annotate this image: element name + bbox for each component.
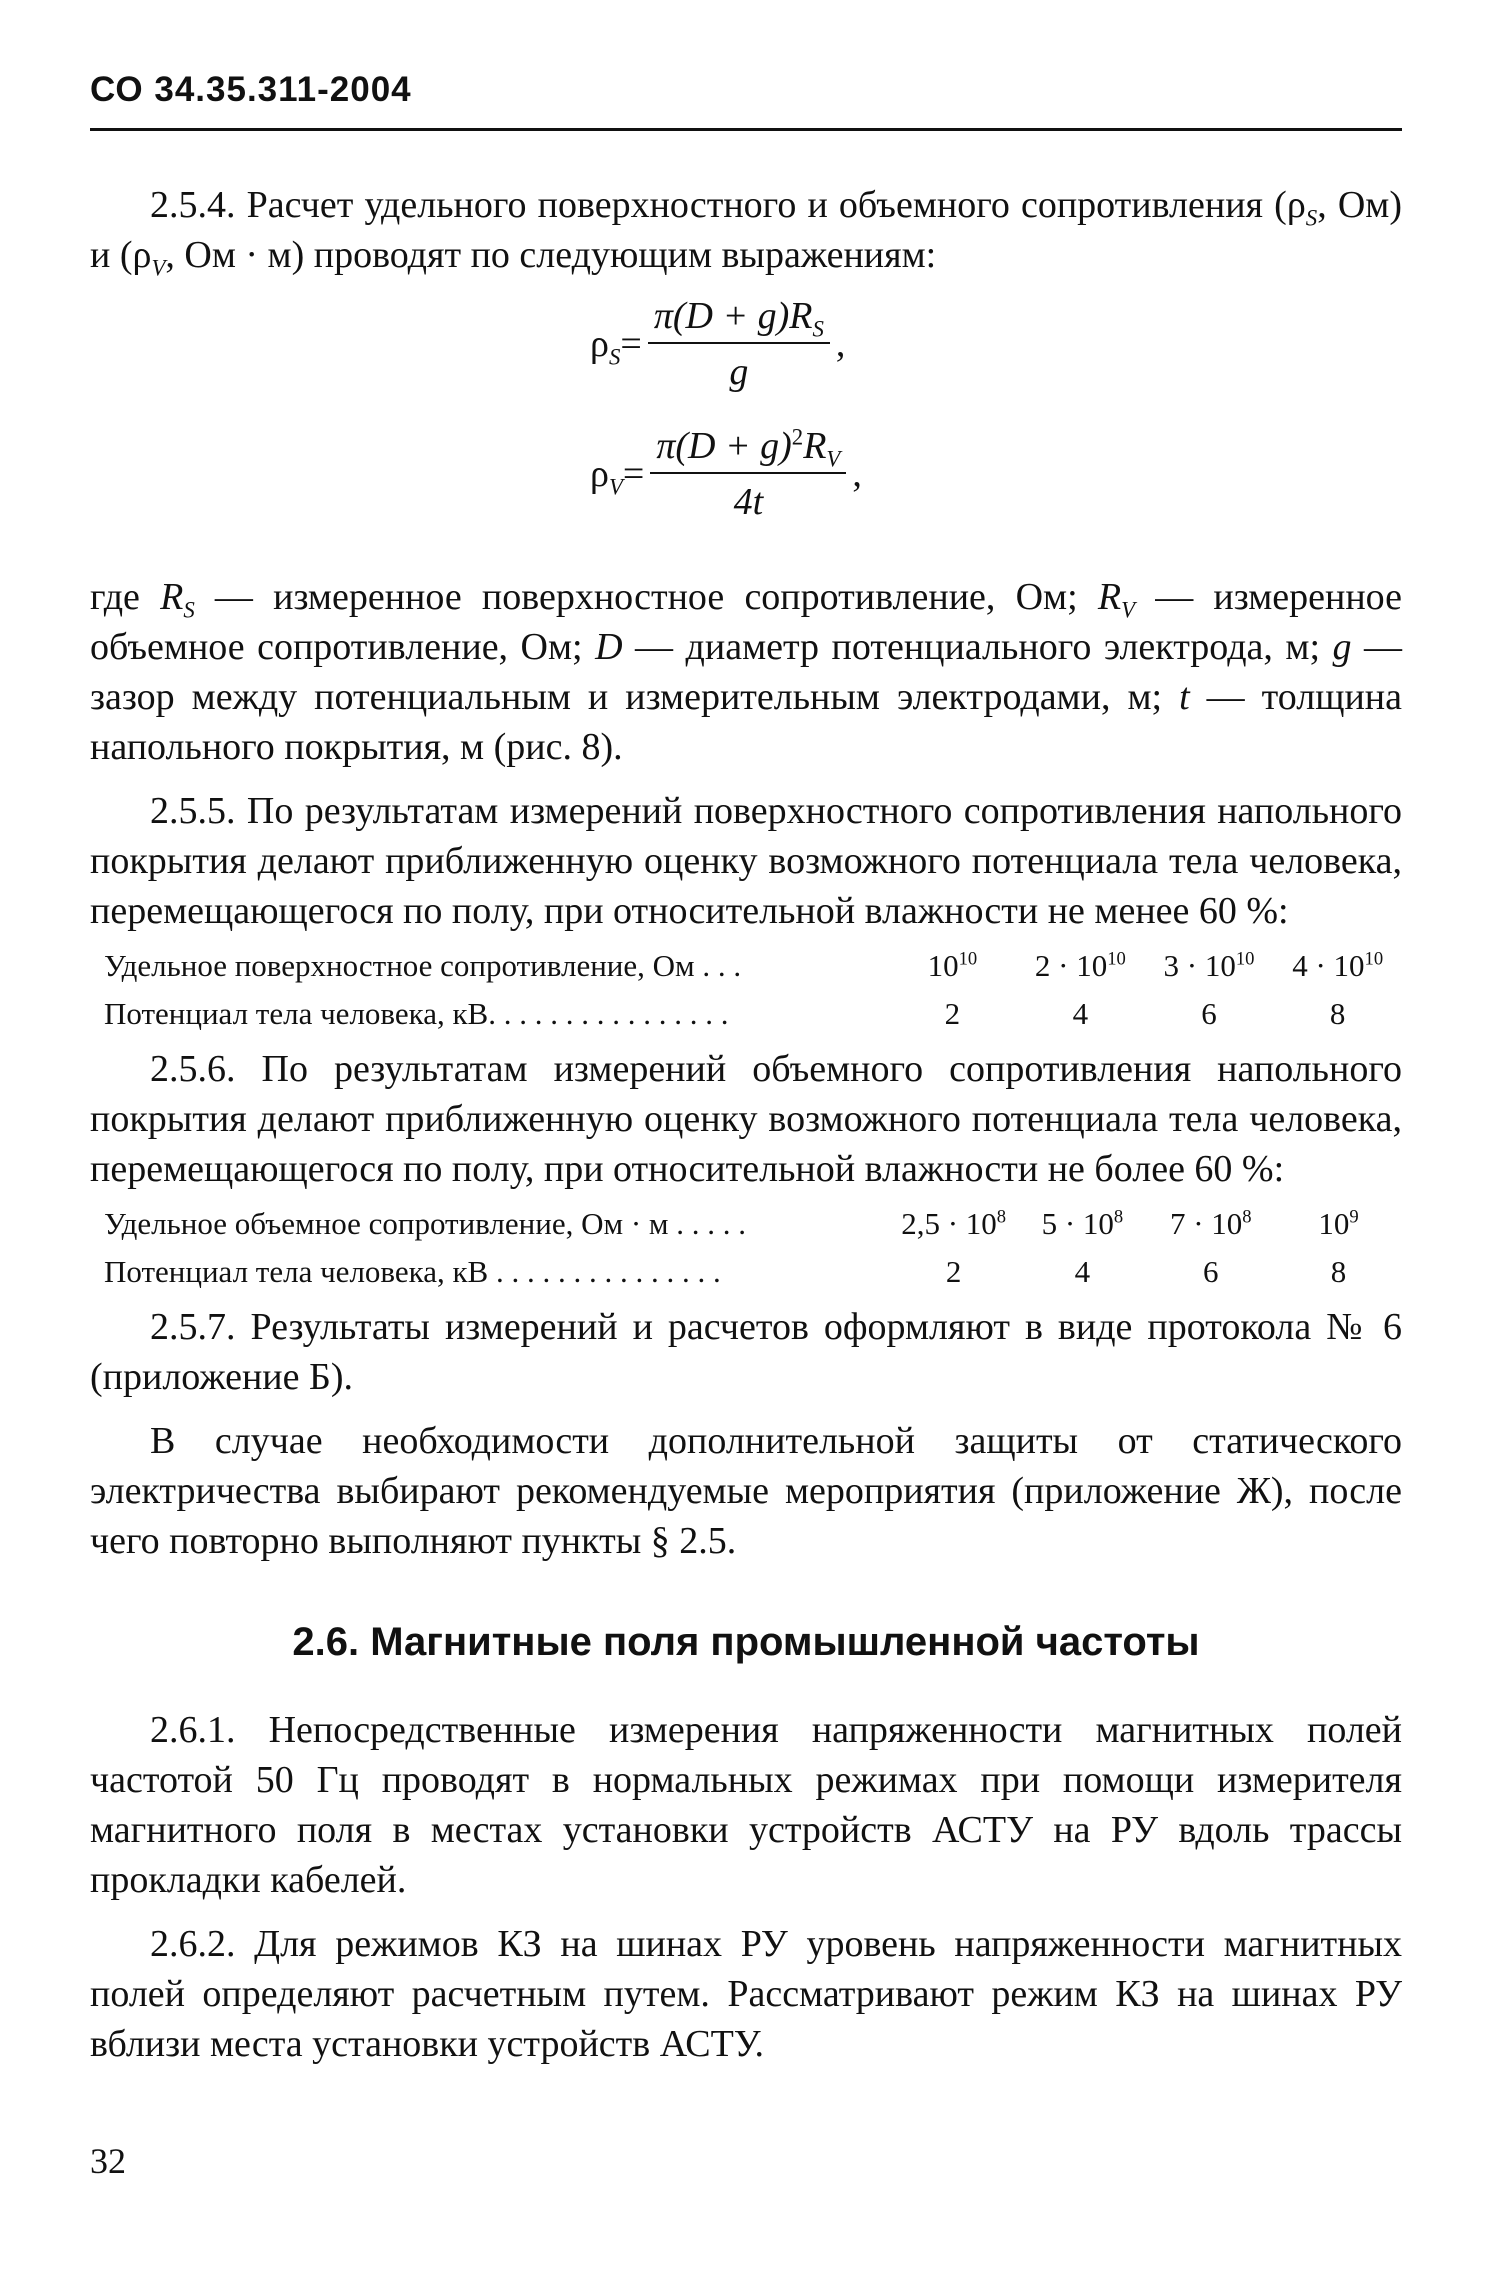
paragraph-where: где $R_S$ — измеренное поверхностное сопротивление, Ом; $R_V$ — измеренное объемное сопротивление, Ом; D — диаметр потенциального электрода, м; g — зазор между потенциальным и измерительным электродами, м; t — толщина напольного покрытия, м (рис. 8).	[90, 576, 1402, 768]
symbol: ρ	[1286, 184, 1306, 226]
paragraph-additional-protection: В случае необходимости дополнительной защиты от статического электричества выбирают рекомендуемые мероприятия (приложение Ж), после чего повторно выполняют пункты § 2.5.	[90, 1420, 1402, 1562]
table-cell: 2	[944, 996, 961, 1031]
table-cell: $4 \cdot 10^{10}$	[1292, 948, 1384, 983]
fraction	[650, 424, 846, 524]
table-cell: 8	[1329, 996, 1346, 1031]
page-number: 32	[90, 2141, 126, 2181]
document-page	[90, 0, 1402, 2280]
paragraph-2-5-6: 2.5.6. По результатам измерений объемного сопротивления напольного покрытия делают приближенную оценку возможного потенциала тела человека, перемещающегося по полу, при относительной влажности не более 60 %:	[90, 1048, 1402, 1190]
table-cell: $7 \cdot 10^8$	[1169, 1206, 1252, 1241]
equals-sign: =	[622, 453, 645, 495]
paragraph-2-5-5: 2.5.5. По результатам измерений поверхностного сопротивления напольного покрытия делают приближенную оценку возможного потенциала тела человека, перемещающегося по полу, при относительной влажности не менее 60 %:	[90, 790, 1402, 932]
formula-lhs: $\rho_V$	[590, 453, 623, 500]
table-cell: $10^{10}$	[927, 948, 978, 983]
row-label: Потенциал тела человека, кВ. . . . . . . . . . . . . . . .	[104, 996, 729, 1031]
table-row	[90, 1200, 1402, 1248]
numerator: $\pi(D + g)R_S$	[648, 294, 830, 344]
denominator: g	[729, 351, 749, 393]
document-body	[90, 180, 1402, 2069]
paragraph-2-6-2: 2.6.2. Для режимов КЗ на шинах РУ уровень напряженности магнитных полей определяют расчетным путем. Рассматривают режим КЗ на шинах РУ вблизи места установки устройств АСТУ.	[90, 1923, 1402, 2065]
surface-resistance-table	[90, 942, 1402, 1038]
table-cell: $10^9$	[1318, 1206, 1359, 1241]
table-row	[90, 1248, 1402, 1296]
formula-comma: ,	[852, 453, 862, 495]
table-cell: $5 \cdot 10^8$	[1041, 1206, 1124, 1241]
table-cell: 6	[1201, 996, 1217, 1031]
section-heading-2-6: 2.6. Магнитные поля промышленной частоты	[292, 1620, 1200, 1664]
subscript: V	[151, 255, 166, 281]
volume-resistance-table	[90, 1200, 1402, 1296]
formula-lhs: $\rho_S$	[590, 323, 621, 370]
table-cell: 8	[1330, 1254, 1347, 1289]
symbol: ρ	[132, 234, 152, 276]
denominator: 4t	[733, 481, 764, 523]
formula-comma: ,	[835, 323, 846, 365]
table-cell: $2,5 \cdot 10^8$	[901, 1206, 1007, 1241]
row-label: Потенциал тела человека, кВ . . . . . . . . . . . . . . .	[104, 1254, 721, 1289]
paragraph-2-6-1: 2.6.1. Непосредственные измерения напряженности магнитных полей частотой 50 Гц проводят в нормальных режимах при помощи измерителя магнитного поля в местах установки устройств АСТУ на РУ вдоль трассы прокладки кабелей.	[90, 1709, 1402, 1901]
paragraph-2-5-7: 2.5.7. Результаты измерений и расчетов оформляют в виде протокола № 6 (приложение Б).	[90, 1306, 1402, 1398]
formula-block	[90, 284, 1402, 564]
table-cell: 6	[1203, 1254, 1219, 1289]
row-label: Удельное поверхностное сопротивление, Ом . . .	[104, 948, 742, 983]
text-run: 2.5.4. Расчет удельного поверхностного и объемного сопротивления (	[150, 184, 1287, 226]
formula-rho-v	[590, 424, 862, 524]
table-cell: 2	[945, 1254, 962, 1289]
table-row	[90, 942, 1402, 990]
header-rule	[90, 128, 1402, 131]
document-code-header: СО 34.35.311-2004	[90, 70, 412, 109]
table-cell: $3 \cdot 10^{10}$	[1163, 948, 1255, 983]
text-run: , Ом · м) проводят по следующим выражениям:	[165, 234, 937, 276]
table-cell: $2 \cdot 10^{10}$	[1034, 948, 1126, 983]
paragraph-2-5-4	[90, 180, 1402, 280]
formula-rho-s	[590, 294, 845, 394]
fraction	[648, 294, 830, 394]
numerator: $\pi(D + g)^2R_V$	[650, 424, 846, 474]
subscript: S	[1305, 205, 1318, 231]
text-run: , Ом) и (	[90, 184, 1402, 276]
equals-sign: =	[620, 323, 642, 365]
row-label: Удельное объемное сопротивление, Ом · м . . . . .	[104, 1206, 747, 1241]
table-cell: 4	[1072, 996, 1089, 1031]
table-cell: 4	[1074, 1254, 1091, 1289]
table-row	[90, 990, 1402, 1038]
